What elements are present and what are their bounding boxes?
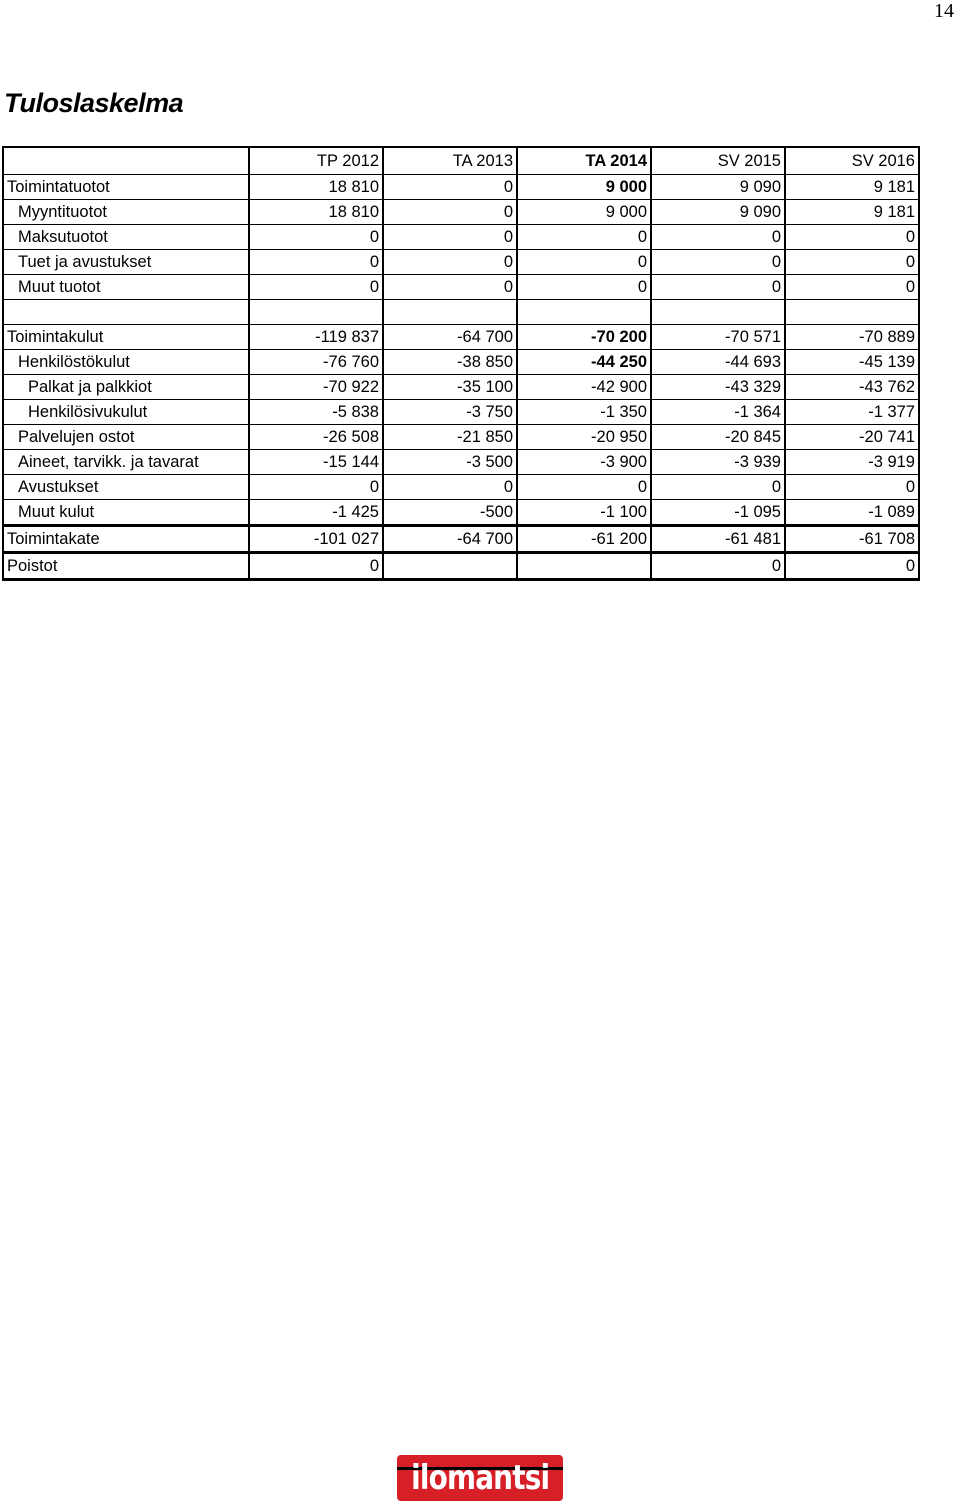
table-cell: 0	[517, 225, 651, 250]
table-cell: -1 100	[517, 500, 651, 526]
row-label: Palkat ja palkkiot	[3, 375, 249, 400]
table-cell: -3 939	[651, 450, 785, 475]
table-cell: -70 200	[517, 325, 651, 350]
table-cell: -35 100	[383, 375, 517, 400]
column-header: TA 2013	[383, 147, 517, 175]
table-cell: 9 090	[651, 200, 785, 225]
table-cell: -61 200	[517, 526, 651, 553]
table-cell: -3 900	[517, 450, 651, 475]
table-cell: -44 693	[651, 350, 785, 375]
table-cell: 0	[785, 553, 919, 580]
logo-text: ilomantsi	[410, 1458, 550, 1498]
table-cell: -20 741	[785, 425, 919, 450]
table-cell: -43 762	[785, 375, 919, 400]
table-cell: -20 845	[651, 425, 785, 450]
table-cell: -38 850	[383, 350, 517, 375]
table-cell: -5 838	[249, 400, 383, 425]
table-cell: 0	[517, 475, 651, 500]
table-cell: 0	[651, 275, 785, 300]
table-cell: 9 090	[651, 175, 785, 200]
table-cell: 9 000	[517, 175, 651, 200]
table-cell: -3 500	[383, 450, 517, 475]
row-label: Toimintakulut	[3, 325, 249, 350]
table-cell: -44 250	[517, 350, 651, 375]
table-row	[3, 250, 919, 275]
row-label	[3, 300, 249, 325]
table-cell: -1 089	[785, 500, 919, 526]
table-row	[3, 500, 919, 526]
table-cell: 0	[249, 225, 383, 250]
table-cell	[249, 300, 383, 325]
table-row	[3, 175, 919, 200]
table-row	[3, 225, 919, 250]
table-cell: -3 750	[383, 400, 517, 425]
table-cell: -70 571	[651, 325, 785, 350]
page-title: Tuloslaskelma	[4, 88, 184, 118]
table-cell: 0	[651, 475, 785, 500]
column-header: TA 2014	[517, 147, 651, 175]
table-cell: -101 027	[249, 526, 383, 553]
table-cell: -26 508	[249, 425, 383, 450]
table-cell: -119 837	[249, 325, 383, 350]
table-cell: -20 950	[517, 425, 651, 450]
row-label: Myyntituotot	[3, 200, 249, 225]
table-row	[3, 526, 919, 553]
table-cell: -70 889	[785, 325, 919, 350]
table-row	[3, 325, 919, 350]
table-cell: -1 350	[517, 400, 651, 425]
table-cell: -64 700	[383, 526, 517, 553]
row-label: Henkilöstökulut	[3, 350, 249, 375]
row-label: Muut kulut	[3, 500, 249, 526]
table-row	[3, 375, 919, 400]
table-cell: 0	[517, 275, 651, 300]
table-cell: -500	[383, 500, 517, 526]
header-label-cell	[3, 147, 249, 175]
table-cell: -42 900	[517, 375, 651, 400]
table-cell: -61 481	[651, 526, 785, 553]
table-cell: 0	[249, 250, 383, 275]
table-cell: -70 922	[249, 375, 383, 400]
table-row	[3, 553, 919, 580]
column-header: SV 2015	[651, 147, 785, 175]
table-cell: -1 425	[249, 500, 383, 526]
row-label: Henkilösivukulut	[3, 400, 249, 425]
row-label: Aineet, tarvikk. ja tavarat	[3, 450, 249, 475]
table-cell: 0	[249, 475, 383, 500]
table-cell: 0	[517, 250, 651, 275]
table-cell: -21 850	[383, 425, 517, 450]
row-label: Palvelujen ostot	[3, 425, 249, 450]
page-number: 14	[934, 0, 954, 22]
table-cell: 9 181	[785, 200, 919, 225]
table-row	[3, 350, 919, 375]
income-statement-table	[2, 146, 920, 581]
table-cell: 9 181	[785, 175, 919, 200]
column-header: SV 2016	[785, 147, 919, 175]
row-label: Maksutuotot	[3, 225, 249, 250]
table-cell: 0	[785, 475, 919, 500]
table-cell: 18 810	[249, 175, 383, 200]
table-cell: -1 377	[785, 400, 919, 425]
table-cell: 0	[383, 475, 517, 500]
table-cell: -45 139	[785, 350, 919, 375]
table-cell: 0	[383, 250, 517, 275]
table-cell: 0	[651, 553, 785, 580]
table-cell	[785, 300, 919, 325]
table-cell: 0	[785, 225, 919, 250]
table-row	[3, 200, 919, 225]
row-label: Poistot	[3, 553, 249, 580]
table-cell: 0	[651, 225, 785, 250]
table-row	[3, 400, 919, 425]
table-cell: -1 095	[651, 500, 785, 526]
ilomantsi-logo	[397, 1455, 563, 1501]
table-cell	[651, 300, 785, 325]
table-cell: -43 329	[651, 375, 785, 400]
table-cell: 0	[383, 200, 517, 225]
table-row	[3, 450, 919, 475]
table-row	[3, 475, 919, 500]
table-cell: 18 810	[249, 200, 383, 225]
row-label: Avustukset	[3, 475, 249, 500]
row-label: Toimintakate	[3, 526, 249, 553]
row-label: Tuet ja avustukset	[3, 250, 249, 275]
table-cell: 0	[383, 275, 517, 300]
table-row-spacer	[3, 300, 919, 325]
table-header-row	[3, 147, 919, 175]
table-cell: -1 364	[651, 400, 785, 425]
table-cell: 9 000	[517, 200, 651, 225]
table-cell	[517, 553, 651, 580]
table-cell: -61 708	[785, 526, 919, 553]
table-cell: -76 760	[249, 350, 383, 375]
row-label: Muut tuotot	[3, 275, 249, 300]
table-cell: -64 700	[383, 325, 517, 350]
table-cell	[517, 300, 651, 325]
table-row	[3, 275, 919, 300]
table-cell	[383, 553, 517, 580]
table-cell: -3 919	[785, 450, 919, 475]
table-cell: 0	[785, 250, 919, 275]
column-header: TP 2012	[249, 147, 383, 175]
table-cell	[383, 300, 517, 325]
table-cell: 0	[249, 275, 383, 300]
table-cell: 0	[651, 250, 785, 275]
table-cell: 0	[249, 553, 383, 580]
table-cell: 0	[383, 225, 517, 250]
table-cell: 0	[785, 275, 919, 300]
table-cell: 0	[383, 175, 517, 200]
row-label: Toimintatuotot	[3, 175, 249, 200]
table-cell: -15 144	[249, 450, 383, 475]
table-row	[3, 425, 919, 450]
